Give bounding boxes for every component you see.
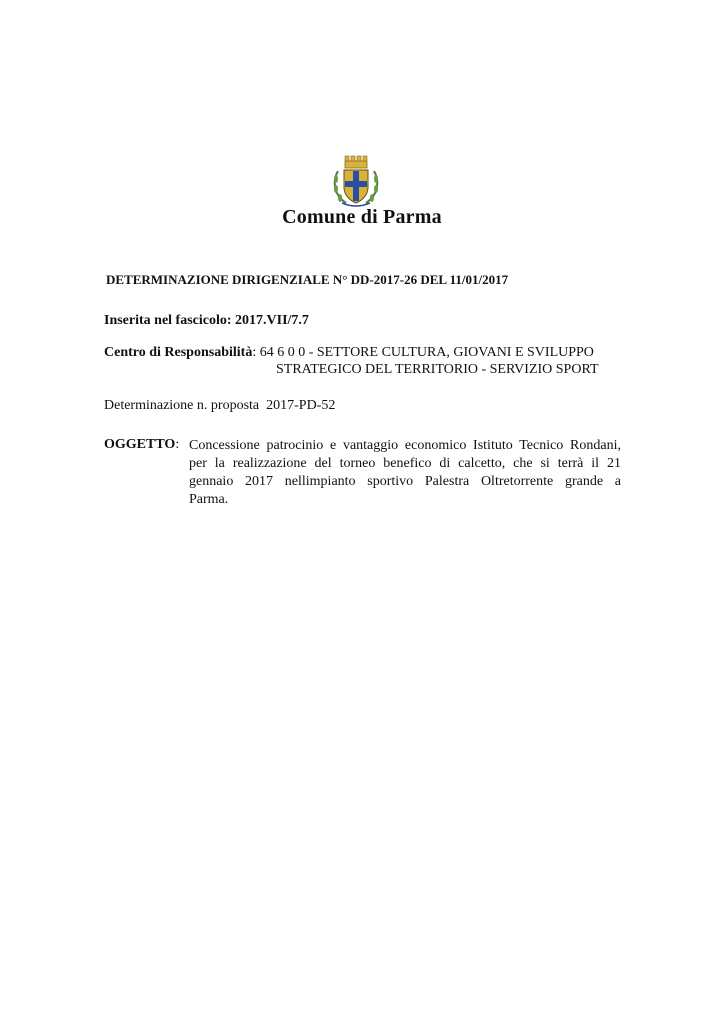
coat-of-arms-icon (328, 153, 384, 209)
oggetto-line: gennaio 2017 nellimpianto sportivo Palestra Oltretorrente grande a (189, 474, 621, 489)
proposta-label: Determinazione n. proposta (104, 398, 260, 413)
fascicolo-row (104, 313, 309, 329)
centro-value-line1: : 64 6 0 0 - SETTORE CULTURA, GIOVANI E SVILUPPO (252, 345, 594, 360)
oggetto-text (189, 437, 621, 509)
centro-label: Centro di Responsabilità (104, 345, 253, 360)
fascicolo-label: Inserita nel fascicolo: (104, 313, 232, 328)
determination-title: DETERMINAZIONE DIRIGENZIALE N° DD-2017-26 DEL 11/01/2017 (106, 272, 509, 287)
municipality-name: Comune di Parma (282, 206, 442, 228)
proposta-row (104, 398, 335, 414)
oggetto-line: Parma. (189, 492, 229, 507)
oggetto-separator: : (175, 437, 180, 452)
fascicolo-value: 2017.VII/7.7 (235, 313, 309, 328)
centro-value-line2: STRATEGICO DEL TERRITORIO - SERVIZIO SPORT (276, 362, 599, 377)
proposta-value: 2017-PD-52 (266, 398, 336, 413)
oggetto-label: OGGETTO (104, 437, 176, 452)
oggetto-line: Concessione patrocinio e vantaggio economico Istituto Tecnico Rondani, (189, 438, 621, 453)
oggetto-line: per la realizzazione del torneo benefico di calcetto, che si terrà il 21 (189, 456, 621, 471)
centro-row (104, 345, 594, 361)
oggetto-label-row (104, 437, 179, 453)
